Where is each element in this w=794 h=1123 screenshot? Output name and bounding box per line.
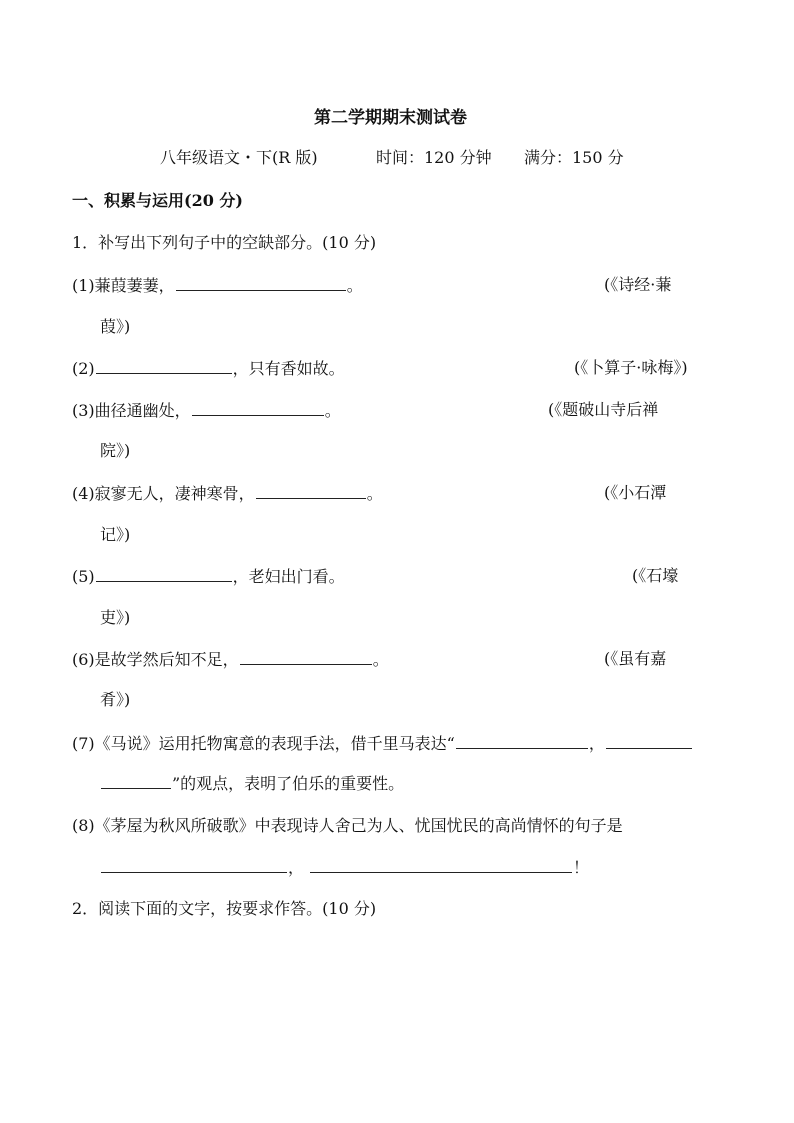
- q1-item-3: [72, 400, 341, 421]
- answer-blank[interactable]: [606, 733, 692, 749]
- q1-item-7: [72, 733, 693, 754]
- item-comma: ，: [288, 858, 305, 877]
- answer-blank[interactable]: [240, 649, 372, 665]
- answer-blank[interactable]: [192, 400, 324, 416]
- item-text-after: ”的观点，表明了伯乐的重要性。: [172, 774, 405, 793]
- q1-item-2-source: (《卜算子·咏梅》): [574, 358, 688, 377]
- item-text-after: 。: [372, 650, 389, 669]
- item-number: (7): [72, 734, 95, 753]
- page-title: 第二学期期末测试卷: [314, 108, 467, 128]
- answer-blank[interactable]: [310, 857, 572, 873]
- q1-item-6-source-cont: 肴》): [100, 690, 131, 709]
- q1-item-6-source: (《虽有嘉: [604, 649, 667, 668]
- subtitle-time: 时间：120 分钟: [376, 148, 492, 167]
- answer-blank[interactable]: [176, 275, 346, 291]
- q1-item-4-source: (《小石潭: [604, 483, 667, 502]
- q1-item-5: [72, 566, 345, 587]
- item-text-after: 。: [324, 401, 341, 420]
- item-number: (4): [72, 484, 95, 503]
- answer-blank[interactable]: [101, 857, 287, 873]
- item-number: (1): [72, 276, 95, 295]
- answer-blank[interactable]: [96, 358, 232, 374]
- q1-item-6: [72, 649, 389, 670]
- item-text-after: ，老妇出门看。: [232, 567, 345, 586]
- q1-item-1-source-cont: 葭》): [100, 317, 131, 336]
- section-heading: 一、积累与运用(20 分): [72, 191, 243, 210]
- item-text-before: 曲径通幽处，: [94, 401, 191, 420]
- item-text-after: 。: [366, 484, 383, 503]
- item-text-before: 蒹葭萋萋，: [94, 276, 175, 295]
- item-text-after: 。: [346, 276, 363, 295]
- question-2-stem: 2．阅读下面的文字，按要求作答。(10 分): [72, 899, 377, 918]
- item-number: (3): [72, 401, 95, 420]
- q1-item-4: [72, 483, 383, 504]
- item-text: 《马说》运用托物寓意的表现手法，借千里马表达“: [94, 734, 455, 753]
- subtitle-grade: 八年级语文・下(R 版): [160, 148, 318, 167]
- item-number: (2): [72, 359, 95, 378]
- answer-blank[interactable]: [256, 483, 366, 499]
- answer-blank[interactable]: [96, 566, 232, 582]
- q1-item-8-line2: [100, 857, 589, 878]
- item-number: (6): [72, 650, 95, 669]
- subtitle-score: 满分：150 分: [524, 148, 624, 167]
- question-1-stem: 1．补写出下列句子中的空缺部分。(10 分): [72, 233, 377, 252]
- q1-item-7-line2: [100, 773, 404, 794]
- q1-item-1: [72, 275, 363, 296]
- q1-item-2: [72, 358, 345, 379]
- q1-item-1-source: (《诗经·蒹: [604, 275, 672, 294]
- item-end: ！: [573, 858, 590, 877]
- q1-item-8: [72, 816, 623, 836]
- item-number: (8): [72, 816, 95, 835]
- answer-blank[interactable]: [456, 733, 588, 749]
- q1-item-4-source-cont: 记》): [100, 525, 131, 544]
- item-comma: ，: [588, 734, 605, 753]
- item-text-after: ，只有香如故。: [232, 359, 345, 378]
- item-number: (5): [72, 567, 95, 586]
- q1-item-5-source-cont: 吏》): [100, 608, 131, 627]
- item-text-before: 是故学然后知不足，: [94, 650, 239, 669]
- q1-item-5-source: (《石壕: [632, 566, 679, 585]
- q1-item-3-source-cont: 院》): [100, 441, 131, 460]
- item-text: 《茅屋为秋风所破歌》中表现诗人舍己为人、忧国忧民的高尚情怀的句子是: [94, 816, 623, 835]
- q1-item-3-source: (《题破山寺后禅: [548, 400, 659, 419]
- answer-blank[interactable]: [101, 773, 171, 789]
- item-text-before: 寂寥无人，凄神寒骨，: [94, 484, 255, 503]
